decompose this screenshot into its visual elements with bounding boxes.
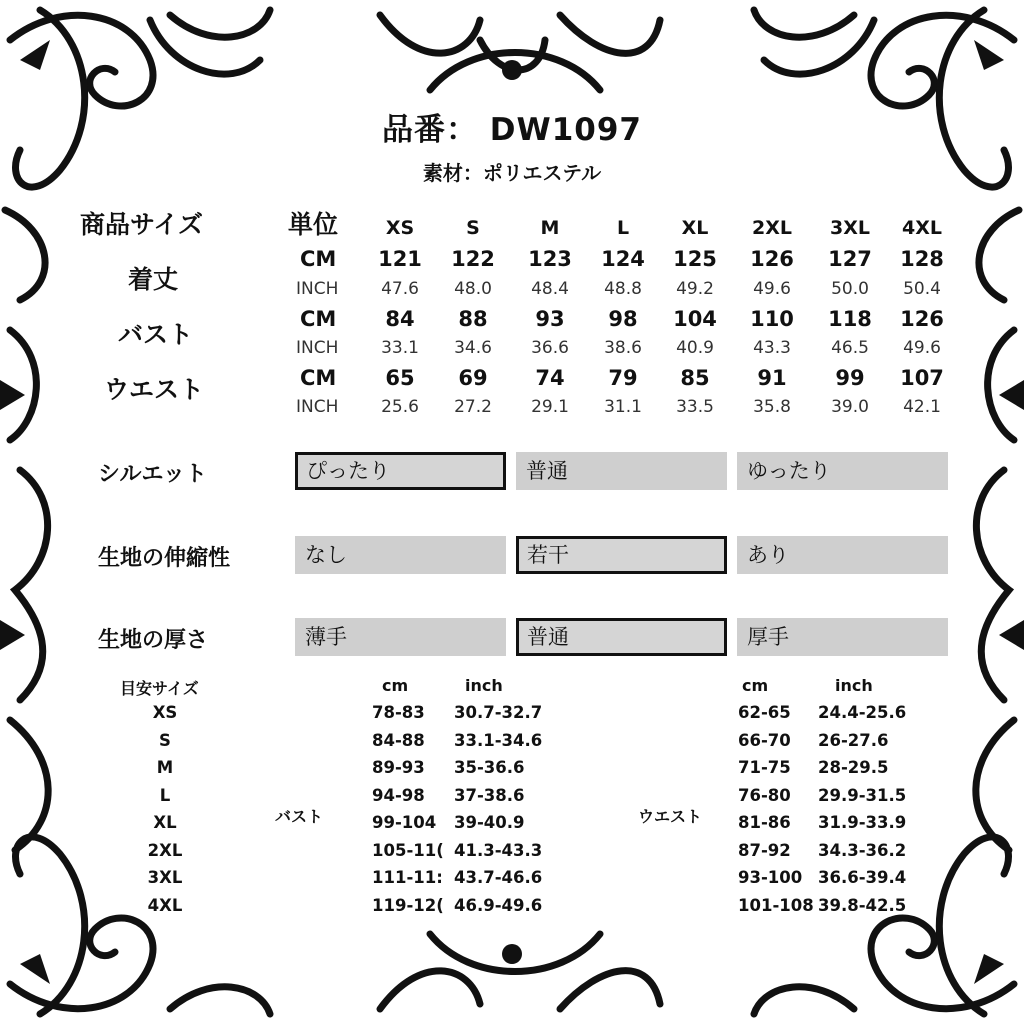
unit-cm: CM <box>300 247 337 271</box>
cm-value: 125 <box>673 247 717 271</box>
reference-bust-label: バスト <box>275 807 324 826</box>
attribute-option: あり <box>737 536 948 574</box>
bust-cm-range: 99-104 <box>372 813 437 832</box>
cm-value: 104 <box>673 307 717 331</box>
bust-inch-range: 35-36.6 <box>454 758 525 777</box>
inch-value: 48.8 <box>604 279 642 299</box>
attribute-option: なし <box>295 536 506 574</box>
waist-inch-range: 26-27.6 <box>818 730 889 750</box>
section-label-product-size: 商品サイズ <box>80 210 204 239</box>
waist-cm-range: 81-86 <box>738 813 791 832</box>
inch-value: 34.6 <box>454 338 492 358</box>
waist-cm-range: 76-80 <box>738 785 791 805</box>
cm-value: 69 <box>458 366 488 390</box>
reference-size: 3XL <box>147 868 183 887</box>
size-header: XL <box>681 217 709 239</box>
attribute-option-selected: 若干 <box>516 536 727 574</box>
bust-inch-range: 39-40.9 <box>454 813 525 832</box>
reference-size: S <box>159 730 171 750</box>
waist-cm-range: 93-100 <box>738 868 803 887</box>
bust-inch-header: inch <box>465 676 503 695</box>
measure-label-waist: ウエスト <box>104 375 205 404</box>
unit-label: 単位 <box>288 210 339 239</box>
cm-value: 98 <box>608 307 638 331</box>
bust-inch-range: 43.7-46.6 <box>454 868 543 887</box>
cm-value: 118 <box>828 307 872 331</box>
bust-inch-range: 33.1-34.6 <box>454 730 543 750</box>
measure-label-bust: バスト <box>118 320 194 349</box>
bust-cm-header: cm <box>382 676 409 695</box>
waist-inch-header: inch <box>835 676 873 695</box>
inch-value: 49.6 <box>753 279 791 299</box>
waist-inch-range: 31.9-33.9 <box>818 813 907 832</box>
inch-value: 33.1 <box>381 338 419 358</box>
cm-value: 127 <box>828 247 872 271</box>
cm-value: 107 <box>900 366 944 390</box>
cm-value: 124 <box>601 247 645 271</box>
product-code-title: 品番： DW1097 <box>382 112 642 148</box>
measure-label-length: 着丈 <box>128 265 179 294</box>
inch-value: 49.2 <box>676 279 714 299</box>
inch-value: 47.6 <box>381 279 419 299</box>
cm-value: 99 <box>835 366 865 390</box>
attribute-option: 薄手 <box>295 618 506 656</box>
bust-cm-range: 78-83 <box>372 703 425 722</box>
size-header: 4XL <box>902 217 942 239</box>
attribute-label: 生地の伸縮性 <box>98 546 231 571</box>
cm-value: 122 <box>451 247 495 271</box>
bust-cm-range: 105-11( <box>372 840 444 860</box>
cm-value: 93 <box>535 307 565 331</box>
size-header: XS <box>385 217 415 239</box>
cm-value: 123 <box>528 247 572 271</box>
reference-size: XS <box>152 703 178 722</box>
inch-value: 40.9 <box>676 338 714 358</box>
reference-size: 4XL <box>147 895 183 915</box>
waist-cm-range: 62-65 <box>738 703 791 722</box>
inch-value: 38.6 <box>604 338 642 358</box>
cm-value: 84 <box>385 307 415 331</box>
inch-value: 49.6 <box>903 338 941 358</box>
inch-value: 43.3 <box>753 338 791 358</box>
inch-value: 42.1 <box>903 397 941 417</box>
size-header: 3XL <box>830 217 870 239</box>
cm-value: 128 <box>900 247 944 271</box>
unit-cm: CM <box>300 366 337 390</box>
unit-inch: INCH <box>296 338 339 358</box>
reference-size: 2XL <box>147 840 183 860</box>
waist-cm-header: cm <box>742 676 769 695</box>
attribute-label: 生地の厚さ <box>98 628 209 653</box>
waist-cm-range: 71-75 <box>738 758 791 777</box>
inch-value: 33.5 <box>676 397 714 417</box>
cm-value: 91 <box>757 366 787 390</box>
cm-value: 110 <box>750 307 794 331</box>
inch-value: 39.0 <box>831 397 869 417</box>
bust-cm-range: 111-11: <box>372 868 443 887</box>
attribute-option-selected: 普通 <box>516 618 727 656</box>
bust-inch-range: 46.9-49.6 <box>454 895 543 915</box>
inch-value: 31.1 <box>604 397 642 417</box>
reference-size: L <box>159 785 171 805</box>
attribute-option: ゆったり <box>737 452 948 490</box>
unit-inch: INCH <box>296 397 339 417</box>
bust-inch-range: 41.3-43.3 <box>454 840 543 860</box>
waist-inch-range: 28-29.5 <box>818 758 889 777</box>
attribute-option: 普通 <box>516 452 727 490</box>
inch-value: 35.8 <box>753 397 791 417</box>
waist-cm-range: 87-92 <box>738 840 791 860</box>
waist-inch-range: 39.8-42.5 <box>818 895 907 915</box>
attribute-option-selected: ぴったり <box>295 452 506 490</box>
bust-cm-range: 84-88 <box>372 730 425 750</box>
bust-cm-range: 94-98 <box>372 785 425 805</box>
inch-value: 27.2 <box>454 397 492 417</box>
inch-value: 50.4 <box>903 279 941 299</box>
inch-value: 25.6 <box>381 397 419 417</box>
cm-value: 85 <box>680 366 710 390</box>
attribute-label: シルエット <box>98 462 208 487</box>
bust-inch-range: 30.7-32.7 <box>454 703 543 722</box>
waist-inch-range: 24.4-25.6 <box>818 703 907 722</box>
waist-cm-range: 101-108 <box>738 895 814 915</box>
material-label: 素材：ポリエステル <box>422 161 602 185</box>
waist-inch-range: 34.3-36.2 <box>818 840 907 860</box>
attribute-option: 厚手 <box>737 618 948 656</box>
waist-inch-range: 36.6-39.4 <box>818 868 907 887</box>
cm-value: 126 <box>900 307 944 331</box>
size-header: S <box>466 217 480 239</box>
waist-inch-range: 29.9-31.5 <box>818 785 907 805</box>
cm-value: 88 <box>458 307 488 331</box>
reference-waist-label: ウエスト <box>638 807 703 826</box>
size-header: 2XL <box>752 217 792 239</box>
unit-cm: CM <box>300 307 337 331</box>
reference-size: XL <box>153 813 177 832</box>
inch-value: 46.5 <box>831 338 869 358</box>
inch-value: 48.4 <box>531 279 569 299</box>
cm-value: 121 <box>378 247 422 271</box>
cm-value: 126 <box>750 247 794 271</box>
inch-value: 48.0 <box>454 279 492 299</box>
size-header: L <box>616 217 630 239</box>
cm-value: 74 <box>535 366 565 390</box>
bust-inch-range: 37-38.6 <box>454 785 525 805</box>
size-header: M <box>540 217 560 239</box>
inch-value: 50.0 <box>831 279 869 299</box>
reference-size: M <box>156 758 174 777</box>
bust-cm-range: 89-93 <box>372 758 425 777</box>
unit-inch: INCH <box>296 279 339 299</box>
cm-value: 79 <box>608 366 638 390</box>
reference-size-label: 目安サイズ <box>120 679 199 698</box>
bust-cm-range: 119-12( <box>372 895 444 915</box>
cm-value: 65 <box>385 366 415 390</box>
waist-cm-range: 66-70 <box>738 730 791 750</box>
inch-value: 36.6 <box>531 338 569 358</box>
inch-value: 29.1 <box>531 397 569 417</box>
